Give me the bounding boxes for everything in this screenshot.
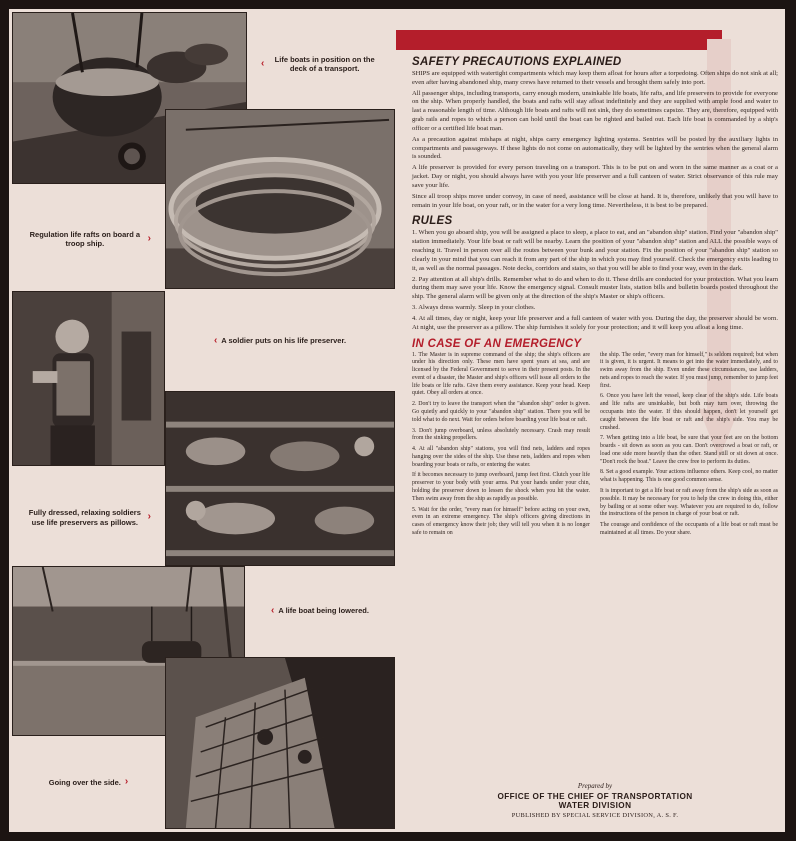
caption-life-rafts: Regulation life rafts on board a troop ship. › [29,229,151,248]
footer-credits [412,782,778,819]
text-column [412,56,778,541]
emergency-item-1: 1. The Master is in supreme command of the ship; the ship's officers are under his direction only. These men have spent years at sea, and are licensed by the Federal Government to serve in their present posts. In the event of a disaster, the Master and ship's officers will issue all orders to the life boats or life rafts. Give them every assistance. Keep your head. Keep quiet. Obey all orders at once. [412,351,590,397]
emergency-column-right [600,352,778,541]
rule-4: 4. At all times, day or night, keep your life preserver and a full canteen of water with you. During the day, the preserver should be worn. At night, use the preserver as a pillow. The ship furnishes it solely for your protection; and it will keep you afloat a long time. [412,314,778,331]
caption-relaxing-soldiers: Fully dressed, relaxing soldiers use life preservers as pillows. › [28,508,151,527]
caption-soldier: ‹ A soldier puts on his life preserver. [213,334,347,346]
emergency-item-4: 4. At all "abandon ship" stations, you will find nets, ladders and ropes hanging over the sides of the ship. Use these nets, ladders and ropes when boarding your boats or rafts, or entering the water. [412,446,590,468]
caption-going-over: Going over the side. › [48,776,129,788]
caption-arrow-icon: ‹ [213,334,218,346]
prepared-by: Prepared by [577,782,613,790]
emergency-item-2: 2. Don't try to leave the transport when the "abandon ship" order is given. Go quietly and quickly to your "abandon ship" station. There you will be told what to do next. Wait for orders before boarding your life boat or raft. [412,401,590,423]
photo-soldier-life-preserver [12,291,165,466]
emergency-item-4-cont: If it becomes necessary to jump overboard, jump feet first. Clutch your life preserver to your body with your arms. Put your hands under your chin, holding the preserver down to lessen the shock when you hit the water. Then swim away from the ship as rapidly as possible. [412,472,590,502]
emergency-heading: IN CASE OF AN EMERGENCY [412,337,582,350]
caption-arrow-icon: ‹ [261,57,265,69]
rules-heading: RULES [412,215,453,228]
safety-paragraph-4: A life preserver is provided for every person traveling on a transport. This is to be put on and worn in the same manner as a coat or a jacket. Day or night, you should always have with you your life preserver and a full canteen of water. Strict observance of this rule may save your life. [412,164,778,189]
office-name: OFFICE OF THE CHIEF OF TRANSPORTATION [497,792,693,801]
caption-lifeboat-lowered: ‹ A life boat being lowered. [271,604,369,616]
emergency-columns [412,352,778,541]
publisher: PUBLISHED BY SPECIAL SERVICE DIVISION, A. S. F. [511,812,679,819]
photo-life-rafts [165,109,395,289]
photo-soldiers-bunks [165,391,395,566]
safety-paragraph-1: SHIPS are equipped with watertight compartments which may keep them afloat for hours after a torpedoing. Often ships do not sink at all; even after having abandoned ship, many crews have returned to their vessels and brought them safely into port. [412,70,778,86]
rule-3: 3. Always dress warmly. Sleep in your clothes. [412,304,536,312]
caption-arrow-icon: › [124,776,129,788]
emergency-item-6: 6. Once you have left the vessel, keep clear of the ship's side. Life boats and life rafts are unsinkable, but both may turn over, throwing the occupants into the water. If this should happen, don't let yourself get caught between the life boat or raft and the ship's side. You may be crushed. [600,393,778,431]
emergency-item-5: 5. Wait for the order, "every man for himself" before acting on your own, even in an extreme emergency. The ship's officers giving directions in cases of emergency know their job; they will tell you when it is no longer safe to remain on [412,506,590,536]
safety-heading: SAFETY PRECAUTIONS EXPLAINED [412,56,622,68]
emergency-item-7: 7. When getting into a life boat, be sure that your feet are on the bottom boards - sit down as soon as you can. Don't overcrowd a boat or raft, or load one side more heavily than the other. Stand still or sit down at once. "Don't rock the boat." Leave the crew free to perform its duties. [600,435,778,465]
emergency-item-8-cont: It is important to get a life boat or raft away from the ship's side as soon as possible. It may be necessary for you to help the crew in doing this, either by bailing or at some other way. Whatever you are required to do, follow the instructions of the person in charge of your boat or raft. [600,488,778,518]
header-red-bar [396,30,722,50]
caption-arrow-icon: ‹ [271,604,275,616]
safety-paragraph-5: Since all troop ships move under convoy, in case of need, assistance will be close at hand. It is, therefore, unlikely that you will have to remain in your life boat, on your raft, or in the water for a very long time. Nevertheless, it is best to be prepared. [412,192,778,209]
caption-arrow-icon: › [147,232,151,244]
caption-lifeboats: ‹ Life boats in position on the deck of a transport. [261,54,375,73]
rule-2: 2. Pay attention at all ship's drills. Remember what to do and when to do it. These drills are conducted for your protection. What you learn during them may save your life. Know the emergency signal. Consult muster lists, station bills and bulletin boards posted throughout the ship. The general alarm will be given only at the direction of the ship's Master or ship's officers. [412,275,778,301]
emergency-item-8: 8. Set a good example. Your actions influence others. Keep cool, no matter what is happening. This is one good common sense. [600,469,778,484]
emergency-item-8-end: The courage and confidence of the occupants of a life boat or raft must be maintained at all times. Do your share. [600,522,778,536]
caption-arrow-icon: › [147,511,151,523]
division-name: WATER DIVISION [558,801,632,810]
photo-going-over-side [165,657,395,829]
poster [9,9,785,832]
safety-paragraph-2: All passenger ships, including transports, carry enough modern, unsinkable life boats, life rafts, and life preservers to provide for everyone on the ship. When properly handled, the boats and rafts will stay afloat indefinitely and they are supplied with ample food and water to last a reasonable length of time. Although life boats and rafts will not sink, they do sometimes capsize. They are, therefore, equipped with grab rails and ropes to which a person can hold until the boat can be righted and bailed out. Each life boat is commanded by a ship's officer or a certified life boat man. [412,89,778,132]
safety-paragraph-3: As a precaution against mishaps at night, ships carry emergency lighting systems. Sentries will be posted by the auxiliary lights in compartments and passageways. If these lights do not come on automatically, they will be lighted by the sentries when the general alarm is sounded. [412,135,778,161]
emergency-item-5-cont: the ship. The order, "every man for himself," is seldom required; but when it is given, it is urgent. It means to get into the water immediately, and to swim away from the ship. Even under these circumstances, use ladders, nets and ropes to reach the water. If you must jump, remember to jump feet first. [600,351,778,389]
emergency-column-left [412,352,590,541]
rule-1: 1. When you go aboard ship, you will be assigned a place to sleep, a place to eat, and an "abandon ship" station. Find your "abandon ship" station immediately. Your life boat or raft will be nearby. Learn the position of your "abandon ship" station and ALL the possible ways of reaching it. Travel in person over all the routes between your bunk and your station. Fix the position of your "abandon ship" station so clearly in your mind that you can reach it from any part of the ship in which you may find yourself. Check the emergency exits leading to it, as well as the normal passages. Note decks, corridors and stairs, so that you will be able to find your way, even in the dark. [412,229,778,272]
emergency-item-3: 3. Don't jump overboard, unless absolutely necessary. Crash may result from the sinking propellers. [412,427,590,442]
